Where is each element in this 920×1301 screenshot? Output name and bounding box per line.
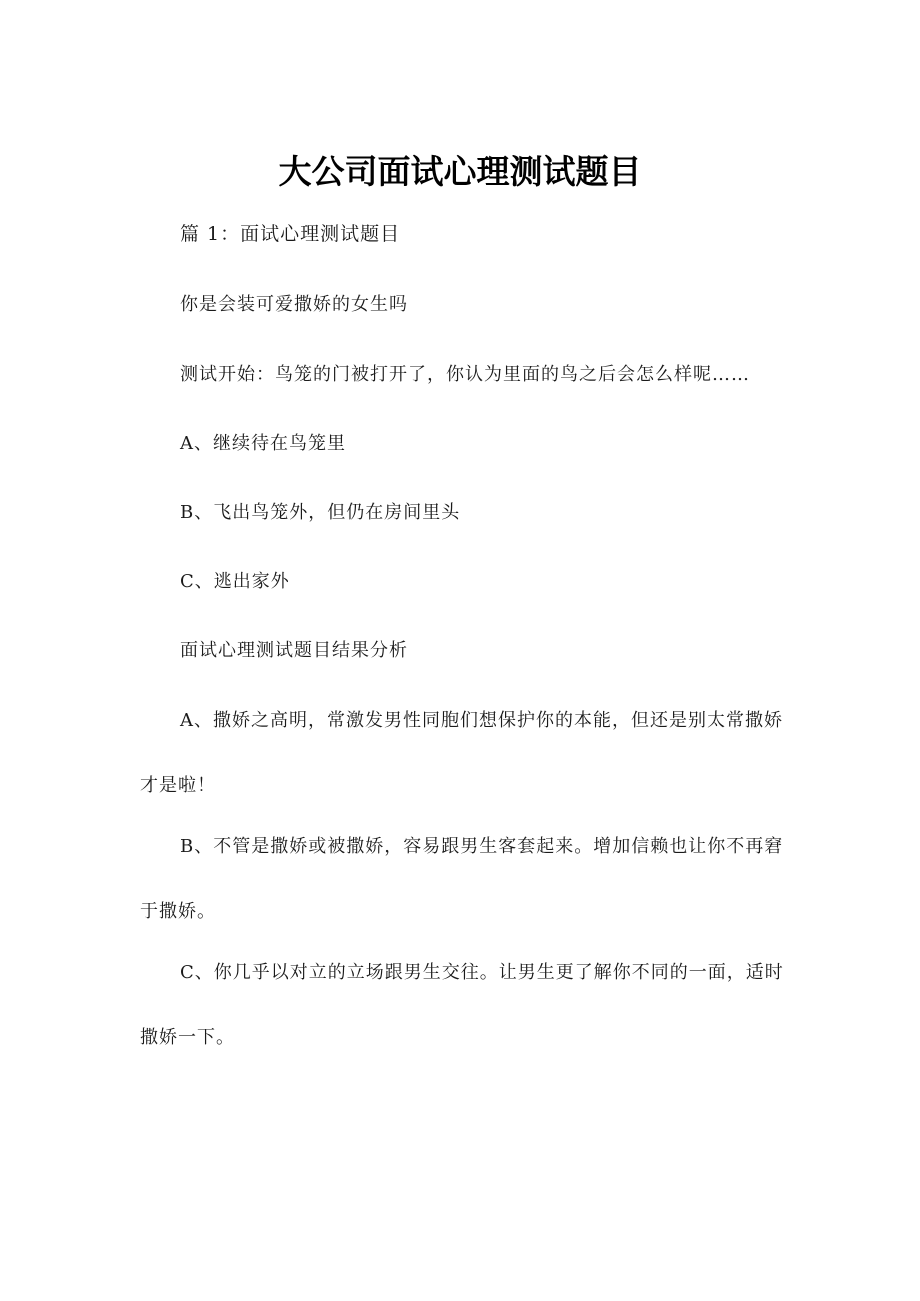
quiz-title: 你是会装可爱撒娇的女生吗 [180,294,408,315]
option-b: B、飞出鸟笼外，但仍在房间里头 [180,502,461,523]
analysis-heading: 面试心理测试题目结果分析 [180,640,408,661]
quiz-question: 测试开始：鸟笼的门被打开了，你认为里面的鸟之后会怎么样呢…… [180,364,750,385]
analysis-a: A、撒娇之高明，常激发男性同胞们想保护你的本能，但还是别太常撒娇才是啦！ [140,710,783,796]
analysis-b: B、不管是撒娇或被撒娇，容易跟男生客套起来。增加信赖也让你不再窘于撒娇。 [140,836,784,922]
option-c: C、逃出家外 [180,571,290,592]
section-heading: 篇 1：面试心理测试题目 [180,223,401,245]
analysis-c: C、你几乎以对立的立场跟男生交往。让男生更了解你不同的一面，适时撒娇一下。 [140,962,784,1048]
option-a: A、继续待在鸟笼里 [180,433,346,454]
document-title: 大公司面试心理测试题目 [278,152,642,191]
